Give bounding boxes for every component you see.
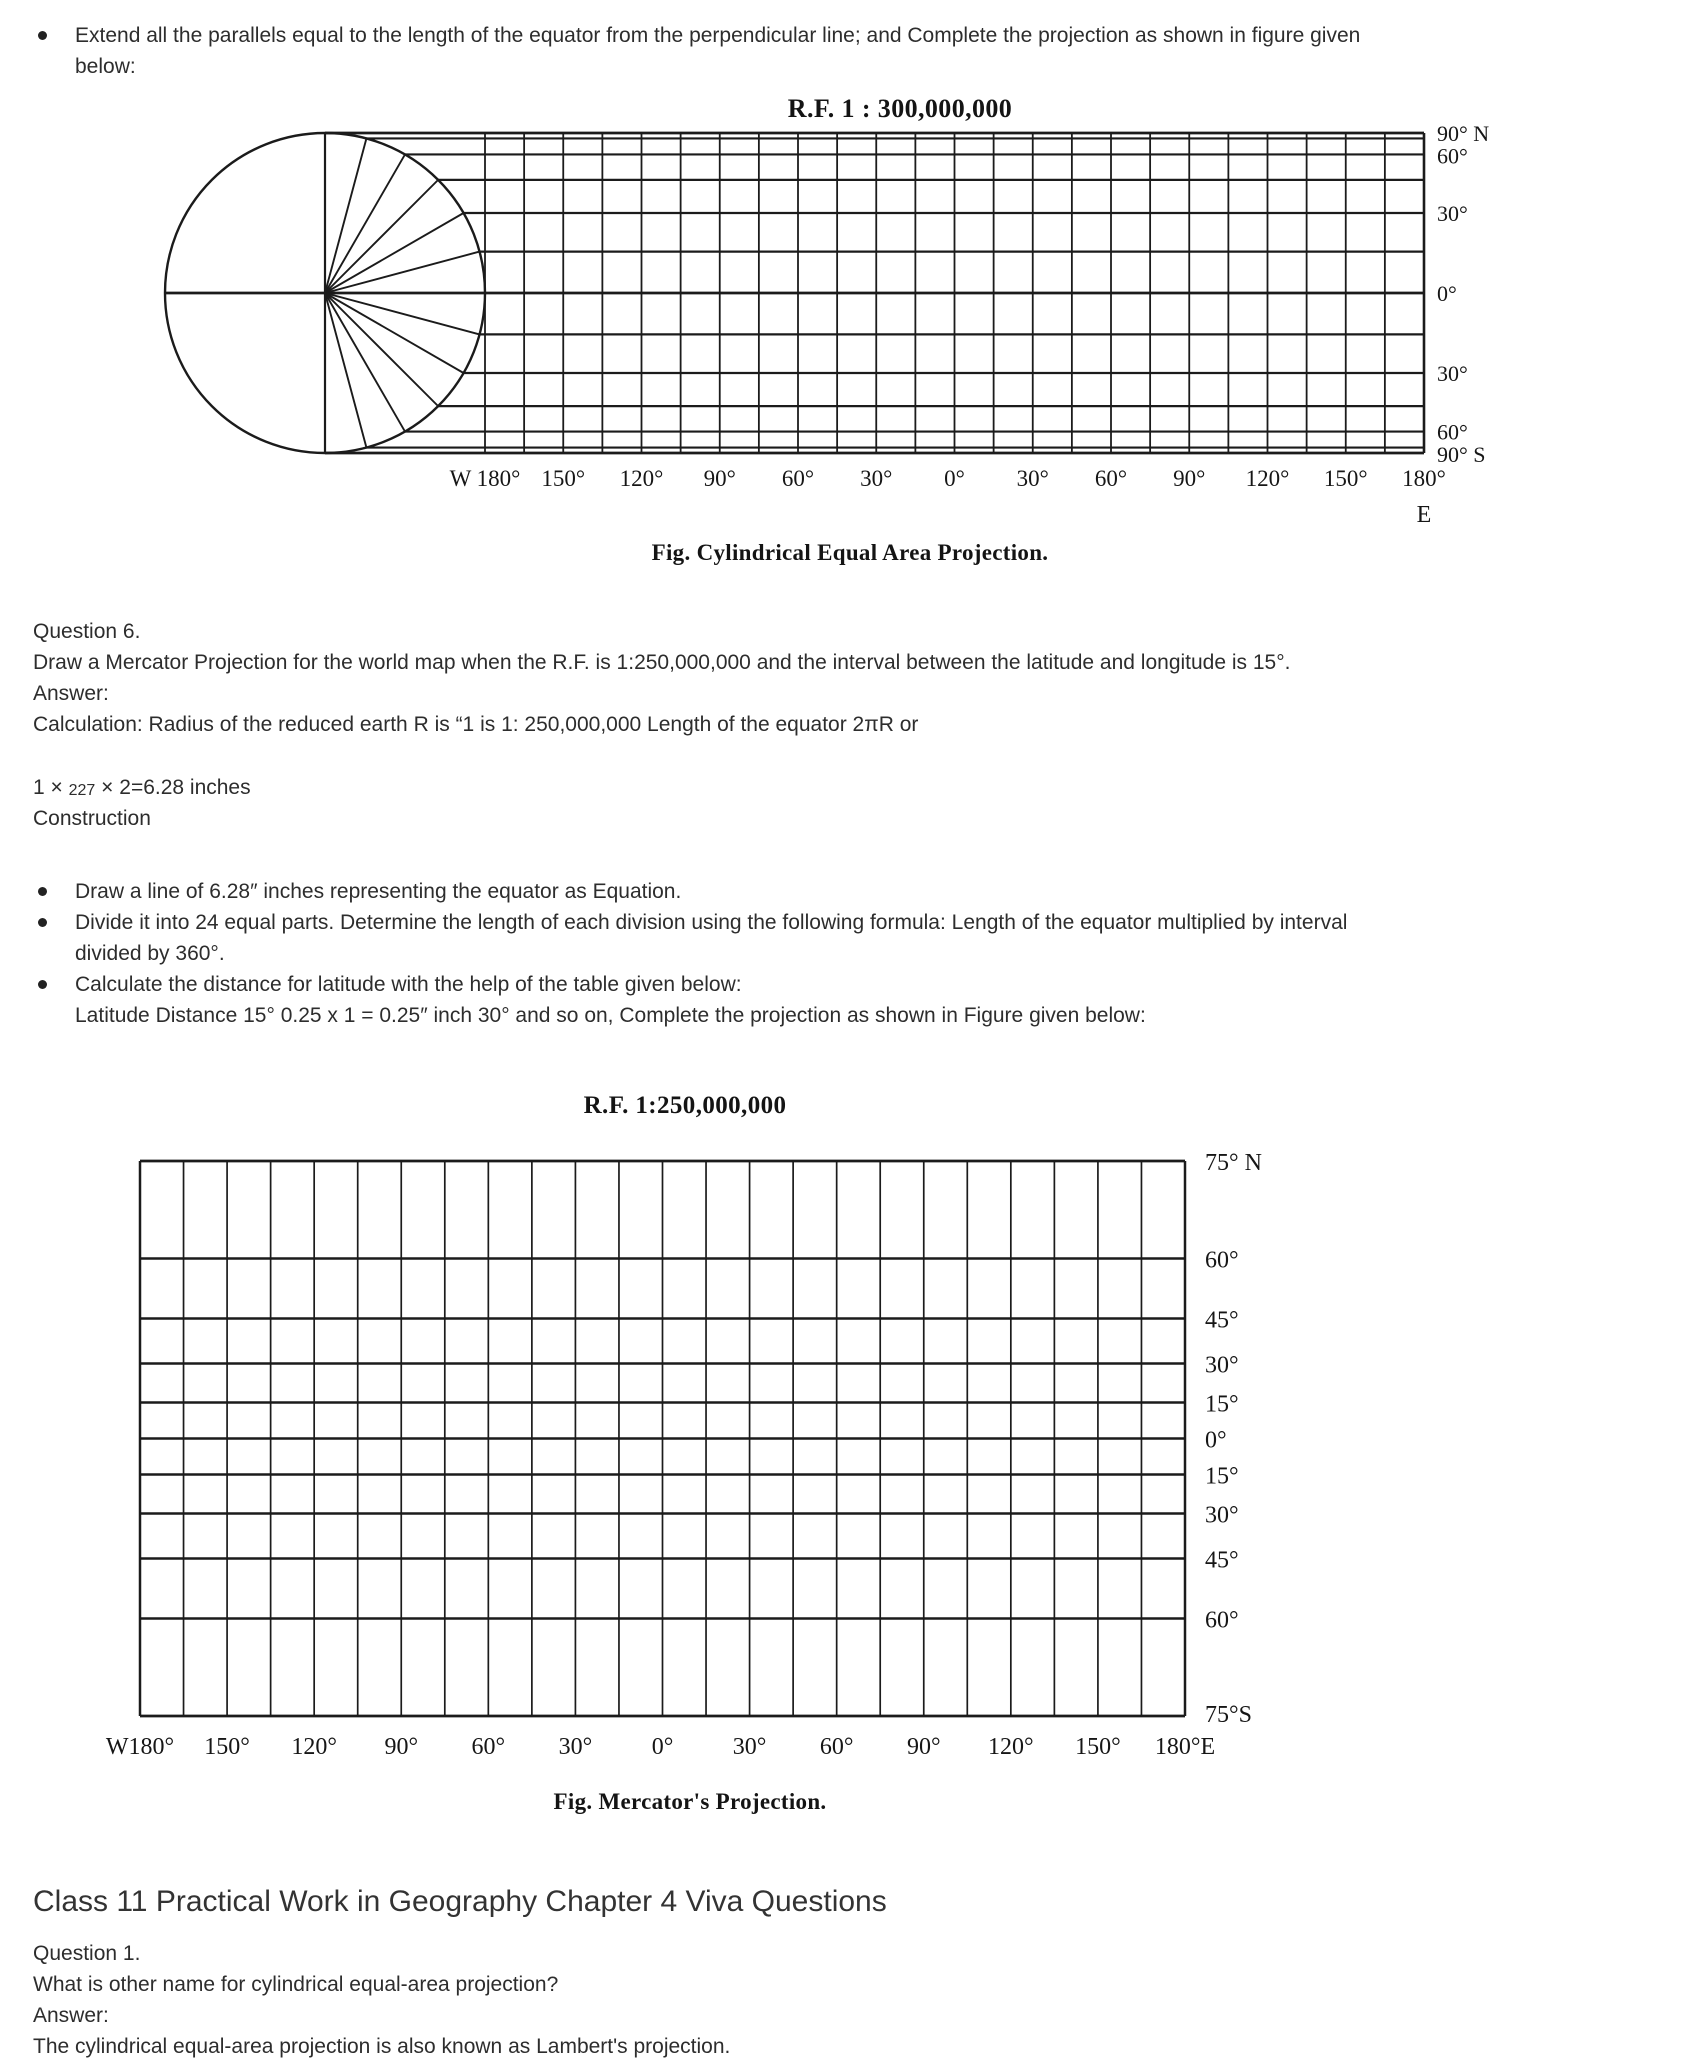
axis-label: 90° N — [1437, 121, 1490, 146]
cylindrical-equal-area-diagram — [0, 120, 1700, 532]
construction-bullet-item — [38, 876, 1628, 907]
axis-label: 60° — [819, 1734, 854, 1760]
grid-line — [325, 293, 480, 334]
bullet-text — [75, 969, 1628, 1031]
text-line: divided by 360°. — [75, 942, 225, 965]
intro-text — [75, 20, 1498, 82]
viva-heading: Class 11 Practical Work in Geography Chapter 4 Viva Questions — [33, 1885, 887, 1918]
axis-label: 45° — [1205, 1307, 1239, 1334]
axis-label: 120° — [1245, 466, 1290, 491]
text-line: Latitude Distance 15° 0.25 x 1 = 0.25″ inch 30° and so on, Complete the projection as shown in Figure given below: — [75, 1004, 1146, 1027]
question1-block — [33, 1938, 1653, 2062]
question6-block — [33, 616, 1653, 740]
text-line: below: — [75, 55, 136, 78]
axis-label: 75°S — [1205, 1702, 1252, 1728]
axis-label: 90° — [906, 1734, 941, 1760]
construction-bullet-item — [38, 969, 1628, 1031]
axis-label: 30° — [558, 1734, 593, 1760]
construction-bullet-item — [38, 907, 1628, 969]
axis-label: 60° — [1205, 1607, 1239, 1634]
axis-label: 150° — [1323, 466, 1368, 491]
axis-label: 0° — [1205, 1427, 1227, 1454]
bullet-text — [75, 876, 1628, 907]
equation-fraction: 227 — [68, 782, 96, 799]
axis-label: 90° — [1173, 466, 1206, 491]
axis-label: 0° — [944, 466, 965, 491]
question6-heading: Question 6. — [33, 620, 141, 643]
question6-calculation: Calculation: Radius of the reduced earth R is “1 is 1: 250,000,000 Length of the equator 2πR or — [33, 713, 919, 736]
axis-label: 60° — [471, 1734, 506, 1760]
axis-label: 150° — [1075, 1734, 1121, 1760]
axis-label: 180°E — [1154, 1734, 1216, 1760]
figure2-title: R.F. 1:250,000,000 — [583, 1092, 787, 1119]
axis-label: 30° — [1205, 1502, 1239, 1529]
axis-label: 60° — [1205, 1247, 1239, 1274]
text-line: Draw a line of 6.28″ inches representing the equator as Equation. — [75, 880, 682, 903]
axis-label: 60° — [781, 466, 815, 491]
equation-line — [33, 772, 251, 805]
axis-label: 15° — [1205, 1391, 1239, 1418]
axis-label: W 180° — [449, 466, 521, 491]
figure1-caption: Fig. Cylindrical Equal Area Projection. — [651, 540, 1049, 565]
axis-label: 180° — [1402, 466, 1446, 491]
text-line: Extend all the parallels equal to the length of the equator from the perpendicular line; and Complete the projection as shown in figure given — [75, 24, 1361, 47]
axis-label: 90° — [384, 1734, 419, 1760]
axis-label: 30° — [1437, 201, 1468, 226]
equation-prefix: 1 × — [33, 776, 69, 799]
axis-label: 120° — [291, 1734, 337, 1760]
axis-label: E — [1416, 502, 1432, 528]
bullet-dot — [38, 980, 47, 989]
text-line: Calculate the distance for latitude with the help of the table given below: — [75, 973, 742, 996]
axis-label: 60° — [1094, 466, 1128, 491]
bullet-text — [75, 907, 1628, 969]
axis-label: 150° — [541, 466, 586, 491]
bullet-dot — [38, 31, 47, 40]
question1-answer-label: Answer: — [33, 2004, 109, 2027]
construction-bullet-list — [38, 876, 1628, 1031]
question1-answer: The cylindrical equal-area projection is also known as Lambert's projection. — [33, 2035, 731, 2058]
grid-line — [325, 252, 480, 293]
axis-label: 90° S — [1437, 442, 1486, 467]
figure1-title: R.F. 1 : 300,000,000 — [787, 94, 1013, 123]
axis-label: 0° — [1437, 281, 1457, 306]
axis-label: 60° — [1437, 419, 1468, 445]
axis-label: 150° — [204, 1734, 250, 1760]
axis-label: 75° N — [1205, 1150, 1262, 1176]
grid-line — [325, 138, 366, 293]
axis-label: 30° — [1205, 1352, 1239, 1379]
axis-label: 30° — [732, 1734, 767, 1760]
construction-label: Construction — [33, 807, 151, 830]
equation-suffix: × 2=6.28 inches — [95, 776, 251, 799]
question1-text: What is other name for cylindrical equal-area projection? — [33, 1973, 559, 1996]
intro-bullet-item — [38, 20, 1498, 82]
axis-label: 30° — [1016, 466, 1049, 491]
question6-body: Draw a Mercator Projection for the world map when the R.F. is 1:250,000,000 and the interval between the latitude and longitude is 15°. — [33, 651, 1291, 674]
question6-answer-label: Answer: — [33, 682, 109, 705]
axis-label: 60° — [1437, 143, 1468, 169]
axis-label: 120° — [988, 1734, 1034, 1760]
axis-label: 90° — [703, 466, 736, 491]
axis-label: 45° — [1205, 1547, 1239, 1574]
figure2-caption: Fig. Mercator's Projection. — [553, 1789, 827, 1814]
question1-label: Question 1. — [33, 1942, 141, 1965]
bullet-dot — [38, 918, 47, 927]
grid-line — [325, 293, 366, 448]
mercator-diagram — [0, 1140, 1700, 1772]
axis-label: 120° — [619, 466, 664, 491]
axis-label: 30° — [860, 466, 893, 491]
axis-label: 0° — [651, 1734, 674, 1760]
text-line: Divide it into 24 equal parts. Determine the length of each division using the following formula: Length of the equator multiplied by interval — [75, 911, 1348, 934]
bullet-dot — [38, 887, 47, 896]
axis-label: 30° — [1437, 361, 1468, 386]
axis-label: W180° — [105, 1734, 175, 1760]
axis-label: 15° — [1205, 1463, 1239, 1490]
